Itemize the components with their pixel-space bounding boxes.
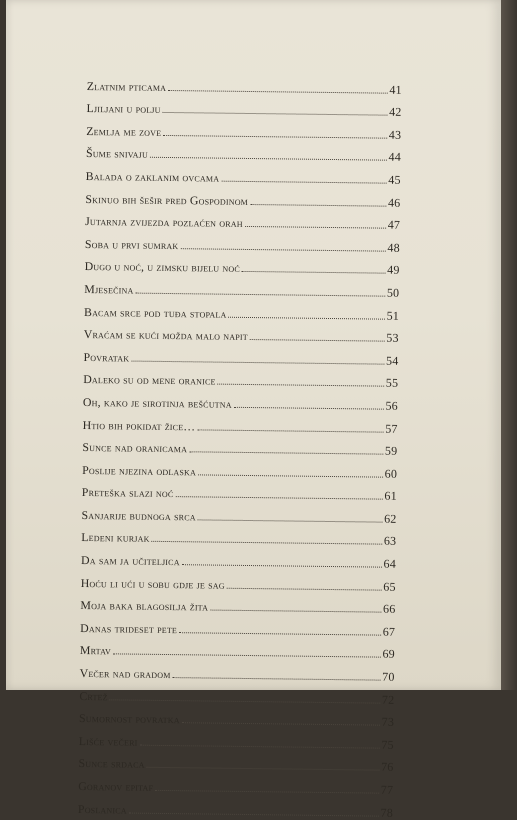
toc-entry bbox=[82, 455, 397, 481]
toc-entry-page-number: 66 bbox=[382, 601, 396, 617]
toc-entry-title: Sunce nad oranicama bbox=[82, 440, 188, 456]
dot-leader bbox=[227, 586, 382, 590]
dot-leader bbox=[131, 359, 384, 364]
dot-leader bbox=[198, 518, 382, 522]
toc-entry bbox=[80, 613, 395, 639]
toc-entry-page-number: 50 bbox=[386, 285, 400, 300]
toc-entry-page-number: 43 bbox=[388, 127, 402, 142]
dot-leader bbox=[198, 473, 383, 477]
toc-entry-title: Oh, kako je sirotinja bešćutna bbox=[82, 394, 232, 411]
toc-entry-page-number: 42 bbox=[389, 104, 402, 120]
toc-entry bbox=[81, 523, 396, 549]
dot-leader bbox=[234, 406, 384, 410]
toc-entry bbox=[85, 252, 400, 278]
toc-entry-title: Poslanica bbox=[77, 801, 127, 817]
toc-entry-title: Soba u prvi sumrak bbox=[84, 236, 179, 252]
toc-entry-page-number: 47 bbox=[387, 217, 401, 232]
toc-entry-title: Preteška slazi noć bbox=[81, 485, 174, 501]
toc-entry-page-number: 72 bbox=[381, 692, 395, 707]
toc-entry-title: Poslije njezina odlaska bbox=[82, 462, 197, 479]
toc-entry-title: Sanjarije budnoga srca bbox=[81, 507, 196, 524]
toc-entry-page-number: 65 bbox=[383, 579, 396, 594]
toc-entry-title: Sumornost povratka bbox=[79, 711, 180, 727]
toc-entry bbox=[85, 207, 400, 233]
toc-entry-title: Htio bih pokidat žice… bbox=[82, 417, 196, 433]
toc-entry bbox=[84, 274, 399, 300]
toc-entry bbox=[85, 184, 400, 210]
toc-entry bbox=[81, 568, 396, 594]
toc-entry bbox=[87, 71, 402, 97]
toc-entry bbox=[86, 139, 401, 165]
toc-entry bbox=[82, 478, 397, 504]
toc-entry-page-number: 77 bbox=[380, 782, 394, 797]
dot-leader bbox=[110, 698, 380, 703]
toc-entry-page-number: 46 bbox=[387, 195, 401, 210]
toc-entry-page-number: 67 bbox=[382, 624, 396, 639]
toc-entry-title: Ljiljani u polju bbox=[86, 101, 161, 117]
toc-entry-page-number: 41 bbox=[389, 82, 402, 97]
toc-entry-page-number: 75 bbox=[381, 737, 394, 752]
toc-entry-page-number: 60 bbox=[384, 466, 398, 481]
toc-entry-page-number: 49 bbox=[387, 263, 400, 278]
dot-leader bbox=[228, 315, 384, 319]
page-edge-shadow bbox=[501, 0, 517, 690]
dot-leader bbox=[242, 270, 385, 274]
toc-entry bbox=[80, 591, 395, 617]
toc-entry-page-number: 45 bbox=[388, 172, 401, 187]
toc-entry-page-number: 64 bbox=[383, 556, 397, 571]
dot-leader bbox=[152, 540, 382, 545]
toc-entry-page-number: 55 bbox=[385, 375, 399, 391]
toc-entry bbox=[80, 658, 395, 684]
toc-entry-title: Zemlja me zove bbox=[86, 123, 162, 139]
toc-entry bbox=[81, 545, 396, 571]
dot-leader bbox=[163, 111, 388, 116]
dot-leader bbox=[210, 609, 381, 613]
toc-entry-title: Šume snivaju bbox=[85, 146, 149, 162]
toc-entry bbox=[86, 116, 401, 142]
toc-entry-page-number: 63 bbox=[383, 534, 397, 549]
dot-leader bbox=[179, 631, 381, 635]
toc-entry-title: Vraćam se kući možda malo napit bbox=[83, 327, 248, 344]
dot-leader bbox=[150, 156, 387, 161]
dot-leader bbox=[250, 203, 386, 207]
toc-entry-page-number: 78 bbox=[380, 805, 394, 820]
toc-entry-title: Hoću li ući u sobu gdje je sag bbox=[80, 575, 225, 592]
toc-entry bbox=[83, 410, 398, 436]
toc-entry-title: Jutarnja zvijezda pozlaćen orah bbox=[85, 214, 243, 231]
table-of-contents bbox=[78, 71, 402, 820]
toc-entry-title: Lišće večeri bbox=[78, 733, 138, 749]
toc-entry-title: Goranov epitaf bbox=[78, 778, 154, 794]
dot-leader bbox=[155, 789, 379, 794]
toc-entry-title: Ledeni kurjak bbox=[81, 530, 150, 546]
toc-entry-page-number: 44 bbox=[388, 150, 402, 165]
toc-entry bbox=[79, 704, 394, 730]
dot-leader bbox=[218, 383, 384, 387]
toc-entry-page-number: 62 bbox=[384, 511, 397, 526]
toc-entry-title: Daleko su od mene oranice bbox=[83, 372, 216, 388]
toc-entry bbox=[86, 161, 401, 187]
dot-leader bbox=[182, 563, 382, 567]
dot-leader bbox=[250, 338, 384, 342]
toc-entry-title: Danas trideset pete bbox=[80, 620, 178, 636]
toc-entry-page-number: 51 bbox=[386, 308, 400, 323]
toc-entry-title: Sunce srdaca bbox=[78, 756, 145, 772]
dot-leader bbox=[189, 450, 383, 454]
toc-entry-page-number: 73 bbox=[381, 714, 395, 730]
toc-entry bbox=[83, 365, 398, 391]
dot-leader bbox=[163, 134, 387, 139]
toc-entry bbox=[81, 500, 396, 526]
toc-entry-page-number: 54 bbox=[385, 353, 399, 368]
dot-leader bbox=[197, 428, 383, 432]
toc-entry bbox=[79, 726, 394, 752]
toc-entry bbox=[86, 94, 401, 120]
toc-entry-title: Da sam ja učiteljica bbox=[80, 553, 180, 569]
toc-entry bbox=[78, 771, 393, 797]
dot-leader bbox=[168, 89, 387, 94]
toc-entry bbox=[85, 229, 400, 255]
dot-leader bbox=[135, 292, 384, 297]
toc-entry bbox=[82, 432, 397, 458]
toc-entry-title: Balada o zaklanim ovcama bbox=[85, 168, 220, 185]
toc-entry-page-number: 56 bbox=[385, 398, 399, 413]
dot-leader bbox=[180, 247, 385, 252]
dot-leader bbox=[175, 495, 382, 500]
dot-leader bbox=[245, 225, 386, 229]
toc-entry-title: Mjesečina bbox=[84, 281, 134, 297]
toc-entry bbox=[83, 387, 398, 413]
toc-entry-page-number: 70 bbox=[382, 669, 395, 684]
toc-entry-page-number: 53 bbox=[386, 330, 399, 345]
toc-entry bbox=[84, 320, 399, 346]
toc-entry-title: Crtež bbox=[79, 688, 108, 703]
toc-entry bbox=[78, 749, 393, 775]
dot-leader bbox=[147, 766, 379, 771]
toc-entry-title: Zlatnim pticama bbox=[86, 78, 167, 94]
toc-entry-title: Povratak bbox=[83, 349, 130, 365]
toc-entry-page-number: 61 bbox=[384, 488, 397, 504]
toc-entry-page-number: 76 bbox=[381, 760, 394, 775]
toc-entry-page-number: 57 bbox=[385, 421, 398, 436]
toc-entry-title: Moja baka blagosilja žita bbox=[80, 598, 209, 614]
toc-entry-page-number: 69 bbox=[382, 647, 395, 662]
toc-entry-title: Večer nad gradom bbox=[79, 665, 171, 682]
toc-entry-page-number: 48 bbox=[387, 240, 400, 255]
toc-entry-title: Dugo u noć, u zimsku bijelu noć bbox=[84, 259, 241, 276]
dot-leader bbox=[129, 811, 379, 816]
dot-leader bbox=[113, 653, 380, 658]
toc-entry bbox=[84, 297, 399, 323]
dot-leader bbox=[173, 676, 381, 681]
toc-entry-title: Skinuo bih šešir pred Gospodinom bbox=[85, 191, 249, 208]
toc-entry-title: Mrtav bbox=[79, 643, 112, 658]
toc-entry bbox=[78, 794, 393, 820]
toc-entry-page-number: 59 bbox=[384, 443, 398, 458]
dot-leader bbox=[140, 744, 380, 749]
toc-entry-title: Bacam srce pod tuđa stopala bbox=[83, 304, 227, 321]
dot-leader bbox=[182, 721, 380, 725]
dot-leader bbox=[221, 180, 386, 184]
